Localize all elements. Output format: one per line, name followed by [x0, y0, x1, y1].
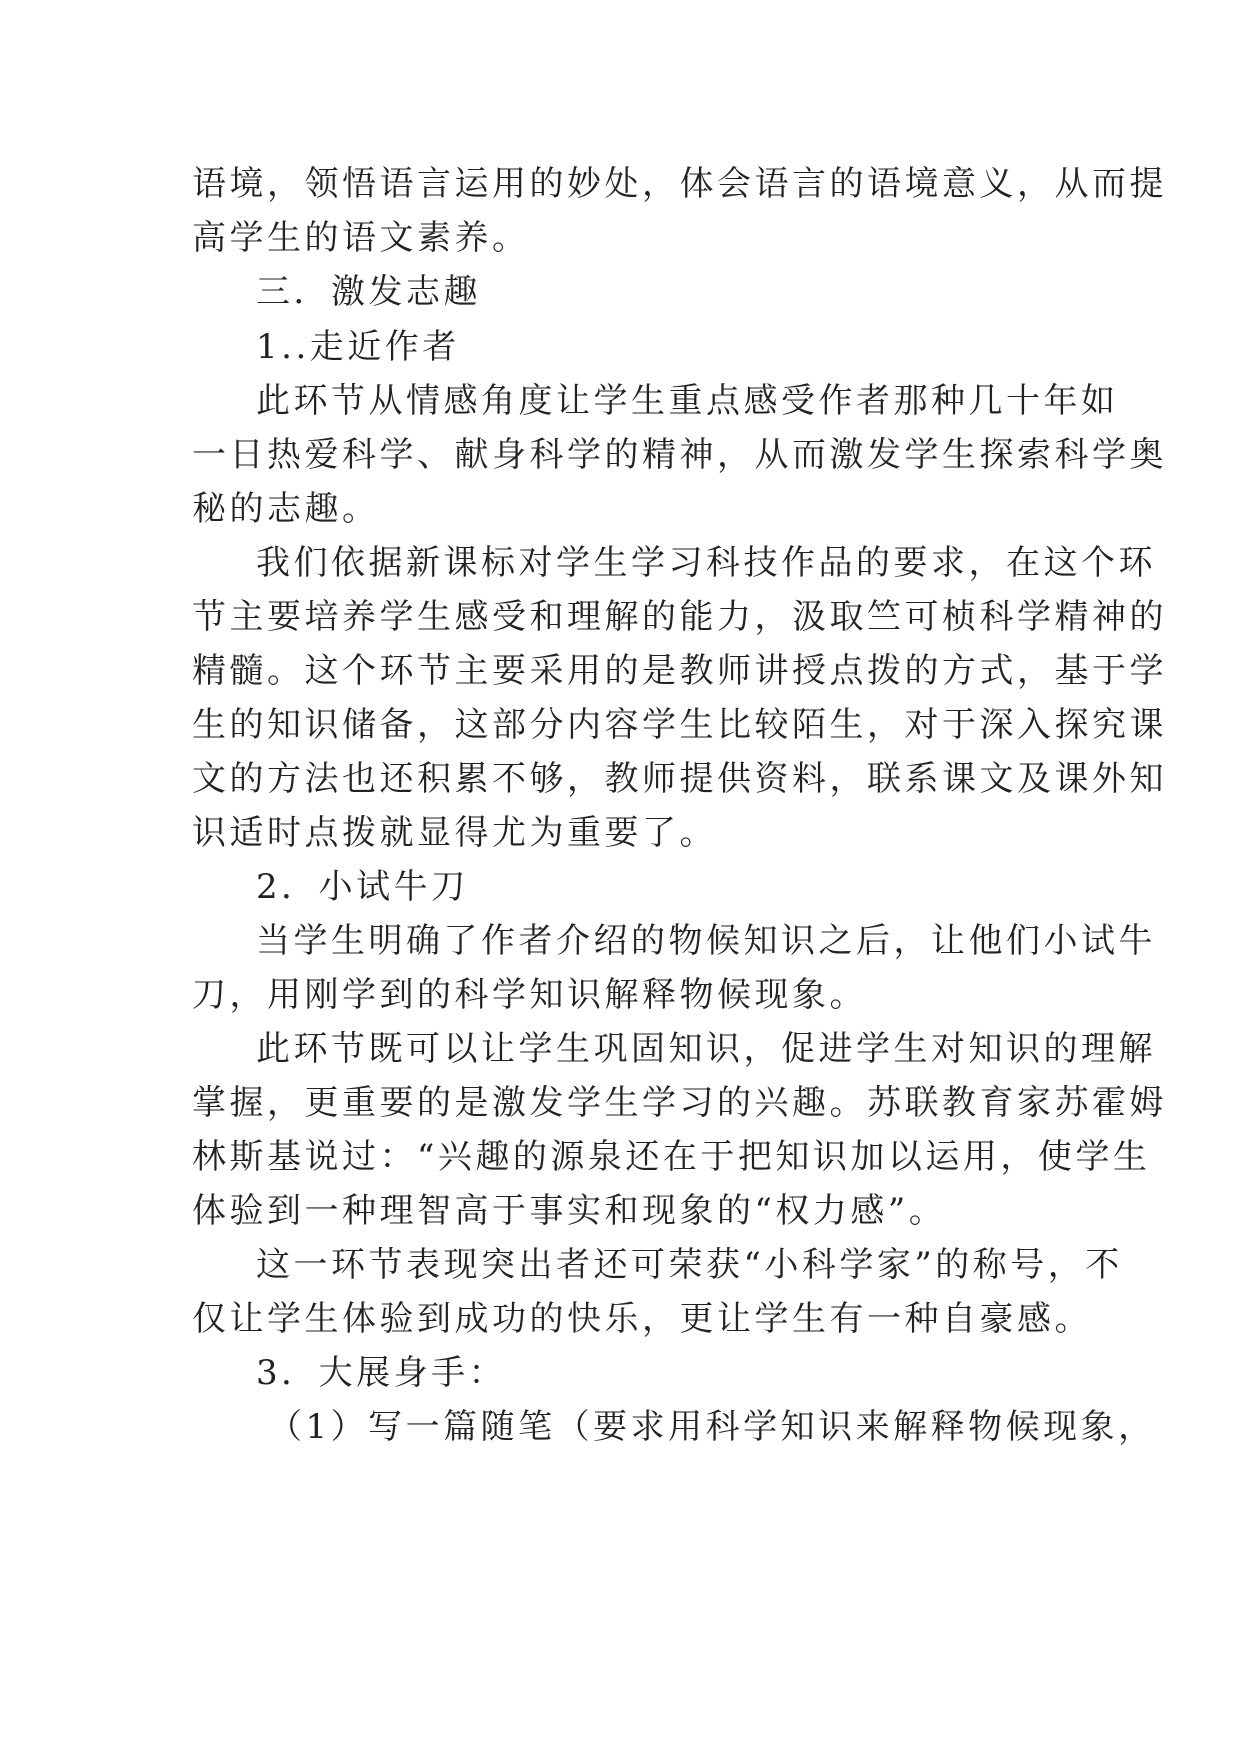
subsection-heading: 1..走近作者 [256, 327, 460, 367]
text-line: 体验到一种理智高于事实和现象的“权力感”。 [192, 1191, 947, 1231]
text-line: 当学生明确了作者介绍的物候知识之后，让他们小试牛 [256, 921, 1156, 961]
text-line: 生的知识储备，这部分内容学生比较陌生，对于深入探究课 [192, 705, 1167, 745]
text-line: 这一环节表现突出者还可荣获“小科学家”的称号，不 [256, 1245, 1123, 1285]
text-line: 节主要培养学生感受和理解的能力，汲取竺可桢科学精神的 [192, 597, 1167, 637]
text-line: 精髓。这个环节主要采用的是教师讲授点拨的方式，基于学 [192, 651, 1167, 691]
text-line: 刀，用刚学到的科学知识解释物候现象。 [192, 975, 867, 1015]
text-line: 我们依据新课标对学生学习科技作品的要求，在这个环 [256, 543, 1156, 583]
text-line: 一日热爱科学、献身科学的精神，从而激发学生探索科学奥 [192, 435, 1167, 475]
text-line: 文的方法也还积累不够，教师提供资料，联系课文及课外知 [192, 759, 1167, 799]
text-line: 秘的志趣。 [192, 489, 380, 529]
subsection-heading: 2．小试牛刀 [256, 867, 469, 907]
list-item: （1）写一篇随笔（要求用科学知识来解释物候现象， [268, 1407, 1156, 1447]
text-line: 识适时点拨就显得尤为重要了。 [192, 813, 717, 853]
text-line: 掌握，更重要的是激发学生学习的兴趣。苏联教育家苏霍姆 [192, 1083, 1167, 1123]
text-line: 此环节从情感角度让学生重点感受作者那种几十年如 [256, 381, 1119, 421]
subsection-heading: 3．大展身手： [256, 1353, 507, 1393]
text-line: 林斯基说过：“兴趣的源泉还在于把知识加以运用，使学生 [192, 1137, 1151, 1177]
text-line: 语境，领悟语言运用的妙处，体会语言的语境意义，从而提 [192, 164, 1167, 204]
text-line: 高学生的语文素养。 [192, 218, 530, 258]
section-heading: 三．激发志趣 [256, 272, 481, 312]
text-line: 此环节既可以让学生巩固知识，促进学生对知识的理解 [256, 1029, 1156, 1069]
text-line: 仅让学生体验到成功的快乐，更让学生有一种自豪感。 [192, 1299, 1092, 1339]
